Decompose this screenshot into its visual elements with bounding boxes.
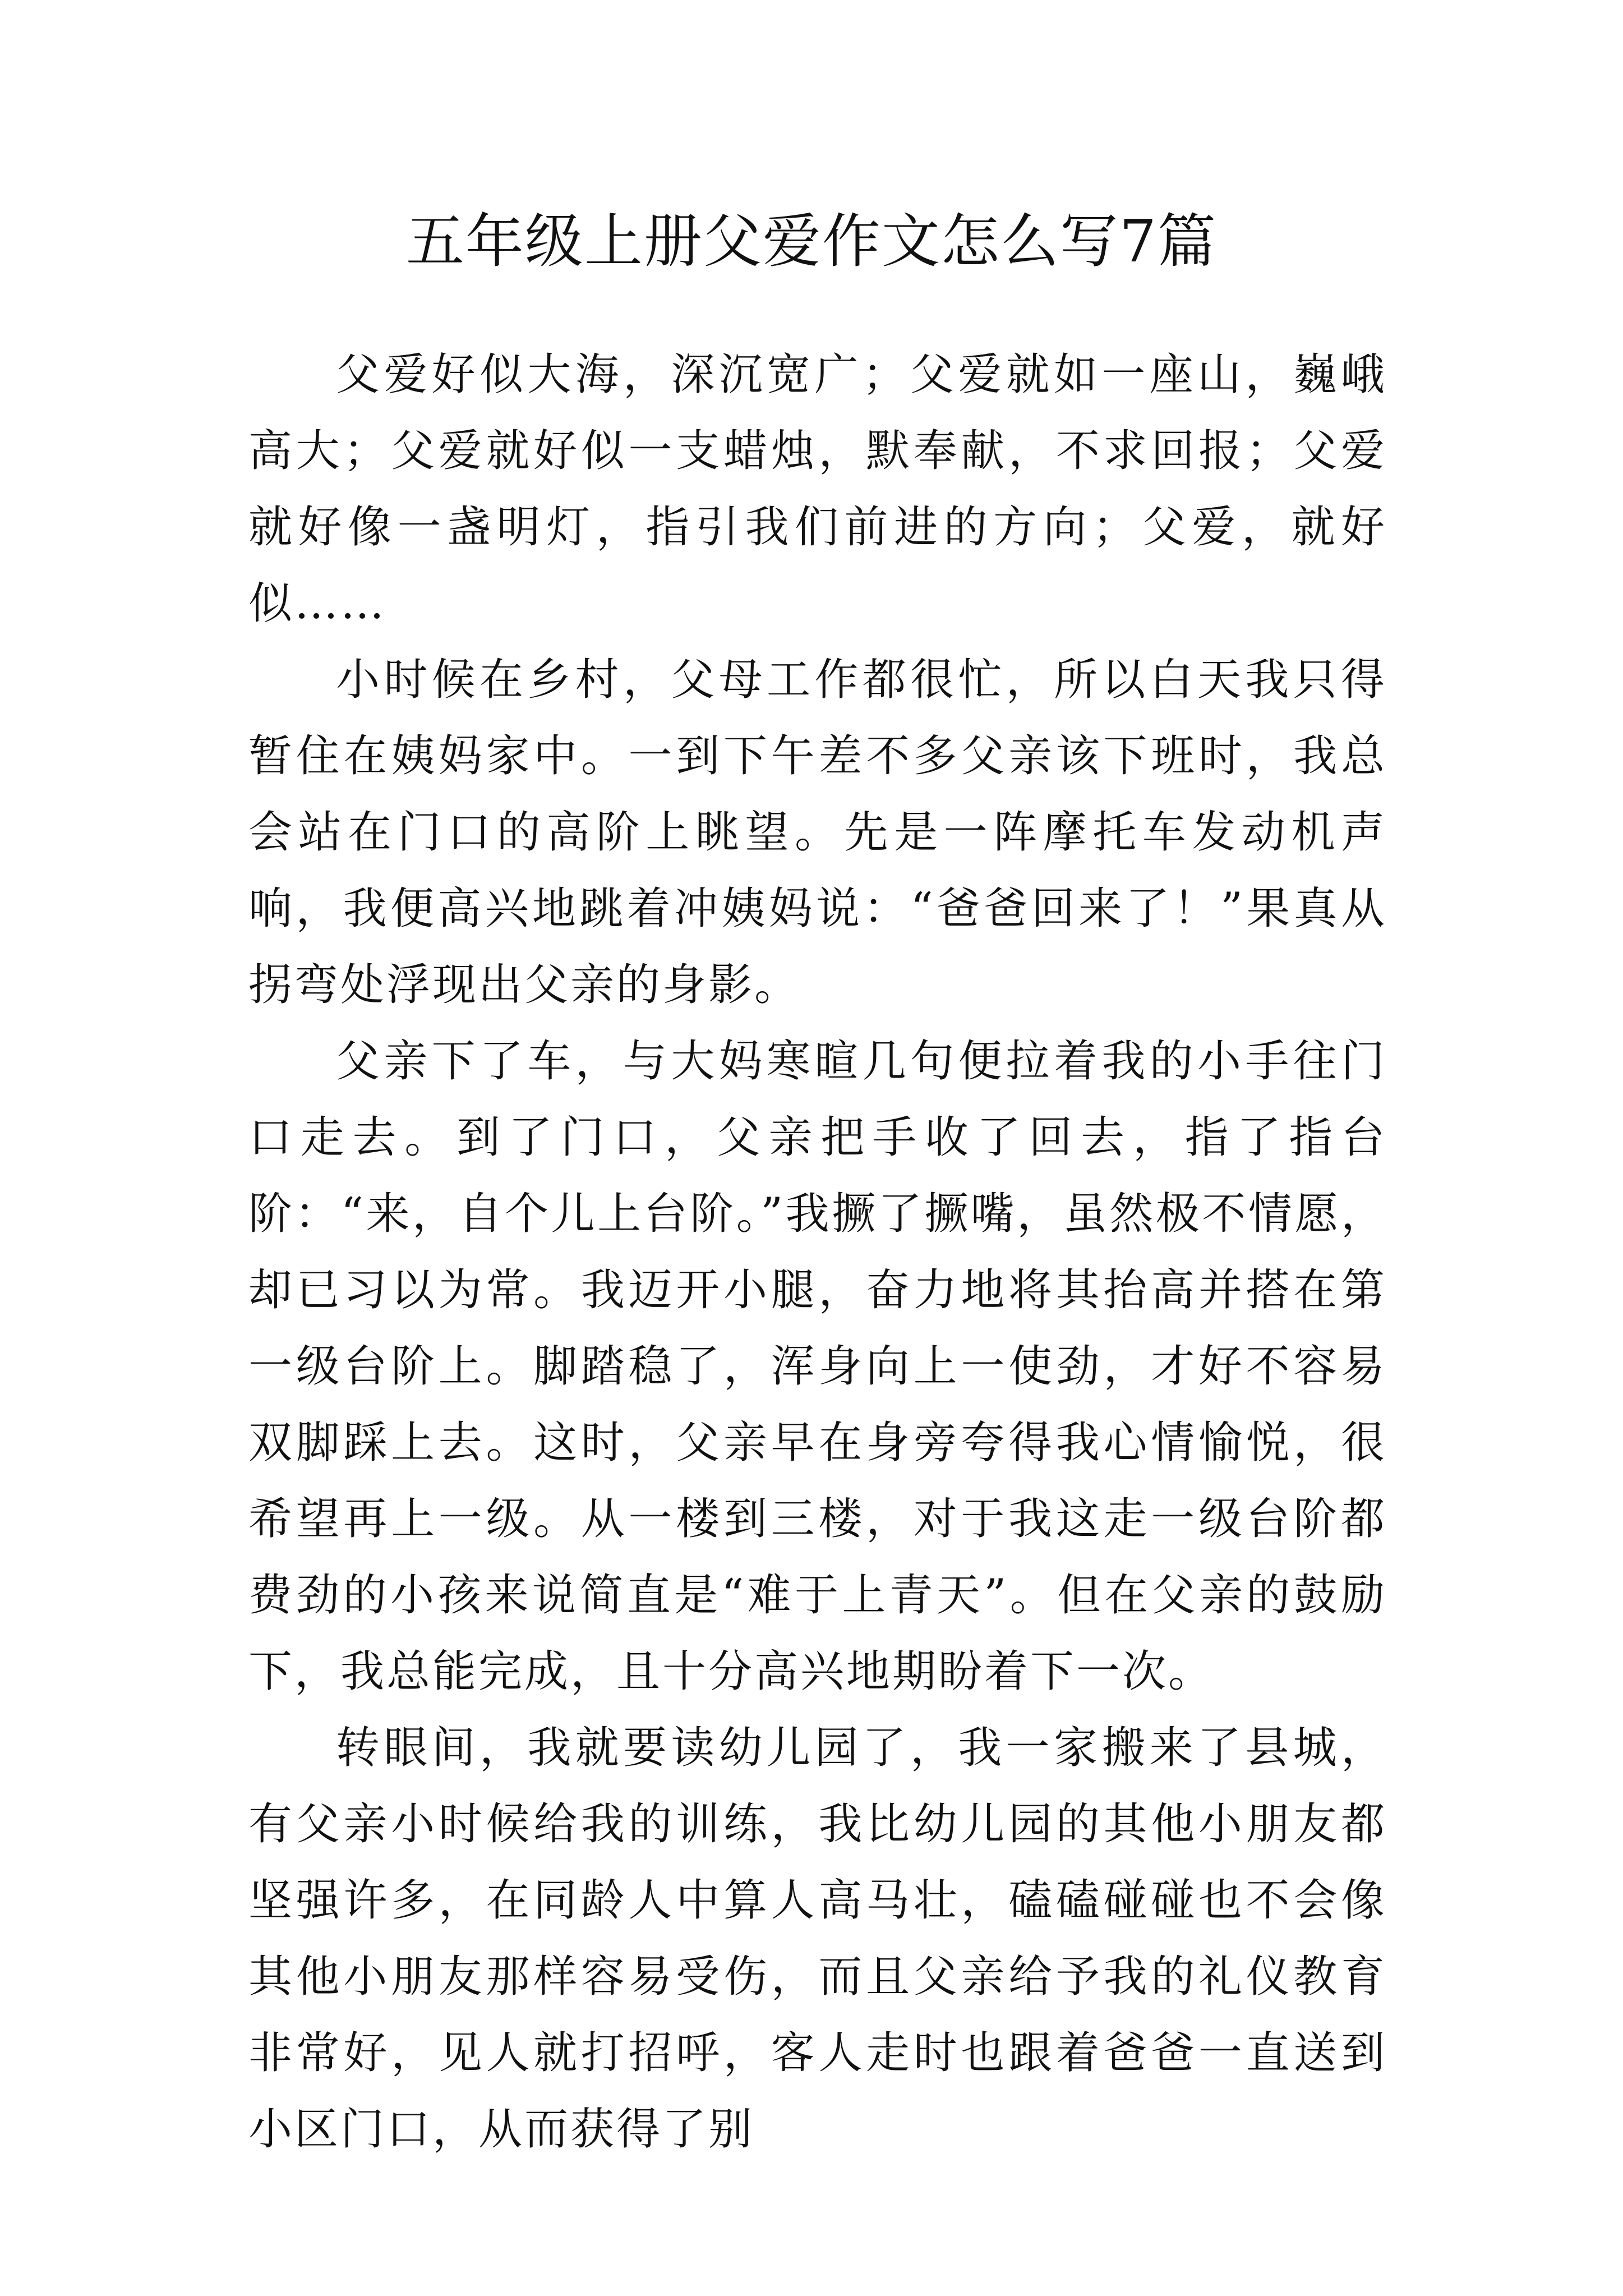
paragraph: 转眼间，我就要读幼儿园了，我一家搬来了县城，有父亲小时候给我的训练，我比幼儿园的其他小朋友都坚强许多，在同龄人中算人高马壮，磕磕碰碰也不会像其他小朋友那样容易受伤，而且父亲给予我的礼仪教育非常好，见人就打招呼，客人走时也跟着爸爸一直送到小区门口，从而获得了别 <box>248 1723 1387 2155</box>
paragraph: 父亲下了车，与大妈寒暄几句便拉着我的小手往门口走去。到了门口，父亲把手收了回去，指了指台阶：“来，自个儿上台阶。”我撅了撅嘴，虽然极不情愿，却已习以为常。我迈开小腿，奋力地将其抬高并搭在第一级台阶上。脚踏稳了，浑身向上一使劲，才好不容易双脚踩上去。这时，父亲早在身旁夸得我心情愉悦，很希望再上一级。从一楼到三楼，对于我这走一级台阶都费劲的小孩来说简直是“难于上青天”。但在父亲的鼓励下，我总能完成，且十分高兴地期盼着下一次。 <box>248 1036 1387 1697</box>
document-body <box>248 337 1387 2168</box>
paragraph: 父爱好似大海，深沉宽广；父爱就如一座山，巍峨高大；父爱就好似一支蜡烛，默奉献，不求回报；父爱就好像一盏明灯，指引我们前进的方向；父爱，就好似…… <box>248 349 1387 629</box>
document-title: 五年级上册父爱作文怎么写7篇 <box>405 207 1218 275</box>
paragraph: 小时候在乡村，父母工作都很忙，所以白天我只得暂住在姨妈家中。一到下午差不多父亲该下班时，我总会站在门口的高阶上眺望。先是一阵摩托车发动机声响，我便高兴地跳着冲姨妈说：“爸爸回来了！”果真从拐弯处浮现出父亲的身影。 <box>248 655 1387 1010</box>
